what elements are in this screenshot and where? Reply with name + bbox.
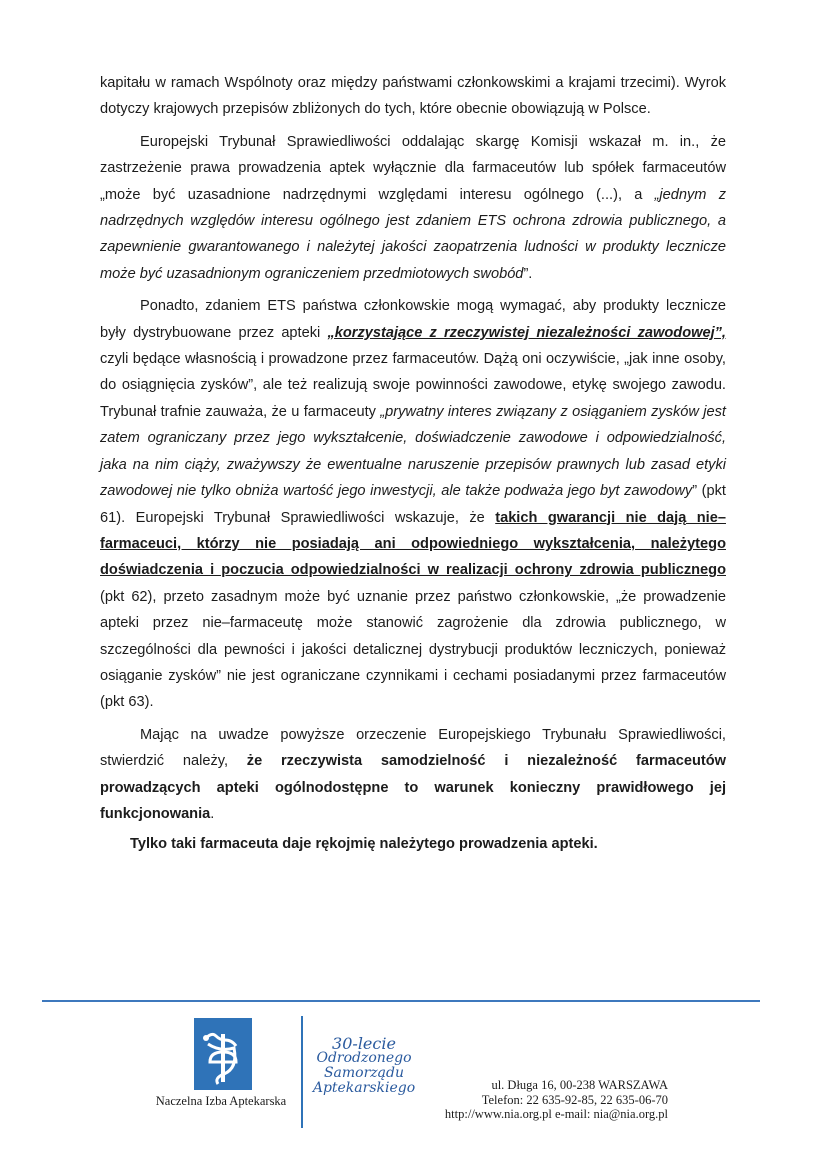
anniversary-emblem (310, 1036, 418, 1096)
text-run: że rzeczywista samodzielność i niezależność farmaceutów prowadzących apteki ogólnodostępne to warunek konieczny prawidłowego jej funkcjonowania (100, 753, 726, 822)
text-run: Ponadto, zdaniem ETS państwa członkowskie mogą wymagać, aby produkty lecznicze były dystrybuowane przez apteki (100, 298, 726, 341)
anniversary-line: 30-lecie (332, 1034, 396, 1053)
text-run: ” (pkt 61). Europejski Trybunał Sprawiedliwości wskazuje, że (100, 483, 726, 526)
text-run: czyli będące własnością i prowadzone przez farmaceutów. Dążą oni oczywiście, „jak inne osoby, do osiągnięcia zysków”, ale też realizują swoje powinności zawodowe, etykę swojego zawodu. Trybunał trafnie zauważa, że u farmaceuty (100, 351, 726, 420)
paragraph-ets-ruling (100, 129, 726, 287)
phone: Telefon: 22 635-92-85, 22 635-06-70 (481, 1092, 668, 1107)
letter-body (100, 70, 726, 858)
text-run: takich gwarancji nie dają nie–farmaceuci, którzy nie posiadają ani odpowiedniego wykształcenia, należytego doświadczenia i poczucia odpowiedzialności w realizacji ochrony zdrowia publicznego (100, 509, 726, 579)
nia-logo (146, 1018, 292, 1122)
caduceus-icon (194, 1018, 252, 1090)
paragraph-intro (100, 70, 726, 123)
anniversary-line: Samorządu (323, 1065, 405, 1081)
text-run: „jednym z nadrzędnych względów interesu ogólnego jest zdaniem ETS ochrona zdrowia publicznego, a zapewnienie gwarantowanego i należytej jakości zaopatrzenia ludności w produkty lecznicze może być uzasadnionym ograniczeniem przedmiotowych swobód (100, 186, 726, 282)
text-run: „korzystające z rzeczywistej niezależności zawodowej”, (327, 324, 726, 341)
anniversary-line: Aptekarskiego (312, 1080, 416, 1096)
address: ul. Długa 16, 00-238 WARSZAWA (491, 1078, 668, 1092)
footer-divider (301, 1016, 303, 1128)
paragraph-conclusion (100, 722, 726, 828)
contact-block (420, 1078, 668, 1122)
email-link[interactable]: e-mail: nia@nia.org.pl (555, 1107, 668, 1121)
paragraph-independence (100, 293, 726, 716)
paragraph-final-statement (100, 831, 726, 857)
website-link[interactable]: http://www.nia.org.pl (444, 1107, 552, 1121)
anniversary-line: Odrodzonego (316, 1050, 412, 1066)
text-run: (pkt 62), przeto zasadnym może być uznanie przez państwo członkowskie, „że prowadzenie apteki przez nie–farmaceutę może stanowić zagrożenie dla zdrowia publicznego, w szczególności dla pewności i jakości detalicznej dystrybucji produktów leczniczych, ponieważ osiąganie zysków” nie jest ograniczane czynnikami i cechami posiadanymi przez farmaceutów (pkt 63). (100, 588, 726, 711)
text-run: Tylko taki farmaceuta daje rękojmię należytego prowadzenia apteki. (130, 836, 598, 853)
footer-separator (42, 1000, 760, 1002)
text-run: . (210, 805, 215, 822)
text-run: Europejski Trybunał Sprawiedliwości oddalając skargę Komisji wskazał m. in., że zastrzeżenie prawa prowadzenia aptek wyłącznie dla farmaceutów lub spółek farmaceutów „może być uzasadnione nadrzędnymi względami interesu ogólnego (...), a (100, 133, 726, 203)
text-run: kapitału w ramach Wspólnoty oraz między państwami członkowskimi a krajami trzecimi). Wyrok dotyczy krajowych przepisów zbliżonych do tych, które obecnie obowiązują w Polsce. (100, 75, 726, 118)
text-run: „prywatny interes związany z osiąganiem zysków jest zatem ograniczany przez jego wykształcenie, doświadczenie zawodowe i odpowiedzialność, jaka na nim ciąży, zważywszy że ewentualne naruszenie przepisów prawnych lub zasad etyki zawodowej nie tylko obniża wartość jego inwestycji, ale także podważa jego byt zawodowy (100, 403, 726, 500)
text-run: Mając na uwadze powyższe orzeczenie Europejskiego Trybunału Sprawiedliwości, stwierdzić należy, (100, 726, 726, 770)
organization-name: Naczelna Izba Aptekarska (155, 1094, 287, 1108)
web-email-line (420, 1107, 668, 1122)
text-run: ”. (523, 265, 533, 282)
